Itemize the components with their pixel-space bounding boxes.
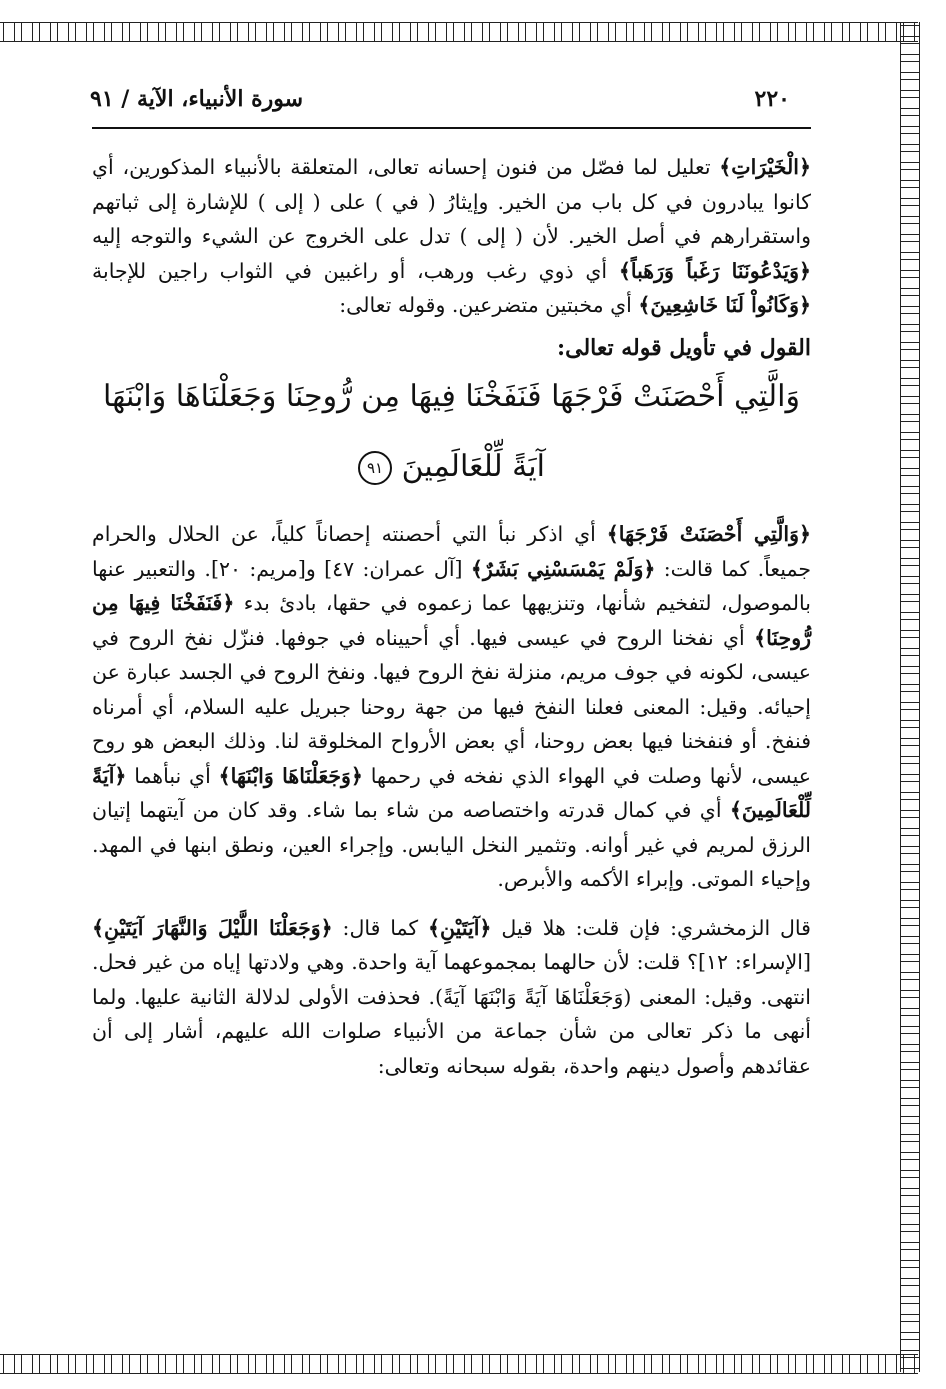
quran-quote: ﴿آيَتَيْنِ﴾ — [428, 915, 492, 940]
body-text: [الإسراء: ١٢]؟ قلت: لأن حالهما بمجموعهما آية واحدة. وهي ولادتها إياه من غير فحل. انتهى. وقيل: المعنى (وَجَعَلْنَاهَا آيَةً وَابْنَهَا آيَةً). فحذفت الأولى لدلالة الثانية عليها. ولما أنهى ما ذكر تعالى من شأن جماعة من الأنبياء صلوات الله عليهم، أشار إلى أن عقائدهم وأصول دينهم واحدة، بقوله سبحانه وتعالى: — [92, 950, 811, 1078]
paragraph-1 — [92, 150, 811, 323]
verse-line-2 — [92, 439, 811, 495]
page-body — [92, 150, 811, 1083]
ornamental-border-top — [0, 22, 918, 42]
body-text: أي نفخنا الروح في عيسى فيها. أي أحييناه في جوفها. فنزّل نفخ الروح في عيسى، لكونه في جوف مريم، منزلة نفخ الروح فيها. ونفخ الروح في الجسد عبارة عن إحيائه. وقيل: المعنى فعلنا النفخ فيها من جهة روحنا جبريل عليه السلام، أي أمرناه فنفخ. أو فنفخنا فيها بعض روحنا، أي بعض الأرواح المخلوقة لنا. وذلك البعض هو روح عيسى، لأنها وصلت في الهواء الذي نفخه في رحمها — [92, 625, 811, 788]
quran-quote: ﴿الْخَيْرَاتِ﴾ — [719, 155, 811, 179]
sura-title: سورة الأنبياء، الآية / ٩١ — [90, 86, 304, 112]
page-number: ٢٢٠ — [754, 86, 790, 112]
ornamental-border-right — [900, 22, 920, 1372]
quran-quote: ﴿آيَةً لِّلْعَالَمِينَ﴾ — [92, 763, 811, 822]
quran-quote: ﴿وَكَانُواْ لَنَا خَاشِعِينَ﴾ — [638, 293, 811, 317]
body-text: تعليل لما فصّل من فنون إحسانه تعالى، المتعلقة بالأنبياء المذكورين، أي كانوا يبادرون في كل باب من الخير. وإيثارُ ( في ) على ( إلى ) للإشارة إلى ثباتهم واستقرارهم في أصل الخير. لأن ( إلى ) تدل على الخروج عن الشيء والتوجه إليه — [92, 155, 811, 248]
body-text: [آل عمران: ٤٧] و[مريم: ٢٠]. والتعبير عنها بالموصول، لتفخيم شأنها، وتنزيهها عما زعموه في حقها، بادئ بدء — [92, 556, 812, 615]
quran-quote: ﴿وَالَّتِي أَحْصَنَتْ فَرْجَهَا﴾ — [606, 522, 811, 546]
quran-quote: ﴿فَنَفَخْنَا فِيهَا مِن رُّوحِنَا﴾ — [92, 591, 811, 650]
paragraph-2 — [92, 517, 811, 897]
body-text: قال الزمخشري: فإن قلت: هلا قيل — [491, 915, 811, 940]
body-text: أي اذكر نبأ التي أحصنته إحصاناً كلياً، عن الحلال والحرام جميعاً. كما قالت: — [92, 522, 811, 581]
ornamental-border-bottom — [0, 1354, 918, 1374]
paragraph-3 — [92, 911, 811, 1084]
page-header — [90, 82, 790, 122]
verse-number-marker: ٩١ — [358, 451, 392, 485]
section-heading: القول في تأويل قوله تعالى: — [557, 334, 811, 361]
body-text: كما قال: — [332, 915, 429, 940]
header-rule — [92, 127, 811, 129]
verse-line-1: وَالَّتِي أَحْصَنَتْ فَرْجَهَا فَنَفَخْنَا فِيهَا مِن رُّوحِنَا وَجَعَلْنَاهَا وَابْنَهَا — [102, 379, 801, 414]
verse-text: آيَةً لِّلْعَالَمِينَ — [401, 449, 545, 484]
body-text: أي مخبتين متضرعين. وقوله تعالى: — [339, 293, 639, 317]
quran-quote: ﴿وَجَعَلْنَاهَا وَابْنَهَا﴾ — [218, 763, 363, 788]
quran-quote: ﴿وَجَعَلْنَا اللَّيْلَ وَالنَّهَارَ آيَتَيْنِ﴾ — [92, 915, 333, 940]
body-text: أي نبأهما — [126, 763, 219, 788]
quran-quote: ﴿وَلَمْ يَمْسَسْنِي بَشَرٌ﴾ — [470, 556, 656, 581]
body-text: أي ذوي رغب ورهب، أو راغبين في الثواب راجين للإجابة — [92, 258, 619, 283]
quran-quote: ﴿وَيَدْعُونَنَا رَغَباً وَرَهَباً﴾ — [618, 258, 812, 283]
body-text: أي في كمال قدرته واختصاصه من شاء بما شاء. وقد كان من آيتهما إتيان الرزق لمريم في غير أوانه. وتثمير النخل اليابس. وإجراء العين، ونطق ابنها في المهد. وإحياء الموتى. وإبراء الأكمه والأبرص. — [92, 798, 811, 891]
